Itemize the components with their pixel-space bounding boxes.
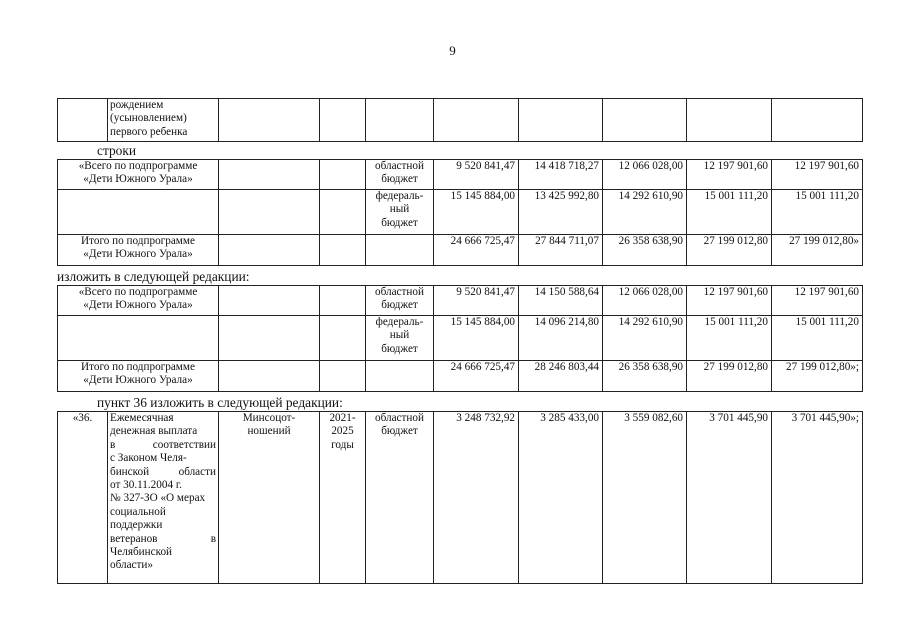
item-description-cell: Ежемесячная денежная выплата в соответствии с Законом Челя- бинской области от 30.11.2004 г. № 327-ЗО «О мерах социальной поддержки ветеранов в Челябинской области»	[108, 412, 219, 584]
fragment-line: первого ребенка	[110, 125, 188, 138]
value-cell: 27 844 711,07	[519, 235, 603, 266]
grand-total-label-cell: Итого по подпрограмме «Дети Южного Урала»	[58, 361, 219, 392]
value-cell: 14 292 610,90	[603, 190, 687, 235]
value-cell: 3 701 445,90	[687, 412, 772, 584]
value-cell: 3 285 433,00	[519, 412, 603, 584]
instruction-rows: строки	[97, 143, 137, 158]
item-number-cell: «36.	[58, 412, 108, 584]
value-cell: 3 559 082,60	[603, 412, 687, 584]
table-row	[58, 190, 863, 235]
value-cell: 15 145 884,00	[434, 190, 519, 235]
value-cell: 27 199 012,80	[687, 235, 772, 266]
table-row	[58, 286, 863, 316]
fragment-line: (усыновлением)	[110, 112, 187, 125]
table-row	[58, 235, 863, 266]
table-row	[58, 160, 863, 190]
value-cell: 3 701 445,90»;	[772, 412, 863, 584]
value-cell: 14 418 718,27	[519, 160, 603, 190]
page-number: 9	[449, 43, 456, 58]
fragment-description-cell	[108, 99, 219, 142]
fragment-line: рождением	[110, 99, 164, 111]
table-new-version	[57, 285, 863, 392]
item-executor-cell: Минсоцот- ношений	[219, 412, 320, 584]
item-source-cell: областной бюджет	[366, 412, 434, 584]
fragment-number-cell	[58, 99, 108, 142]
value-cell: 9 520 841,47	[434, 160, 519, 190]
value-cell: 12 197 901,60	[772, 286, 863, 316]
value-cell: 15 001 111,20	[687, 316, 772, 361]
value-cell: 15 145 884,00	[434, 316, 519, 361]
value-cell: 15 001 111,20	[772, 190, 863, 235]
value-cell: 14 150 588,64	[519, 286, 603, 316]
table-row	[58, 412, 863, 584]
value-cell: 27 199 012,80	[687, 361, 772, 392]
table-row	[58, 316, 863, 361]
value-cell: 26 358 638,90	[603, 235, 687, 266]
table-old-version	[57, 159, 863, 266]
value-cell: 12 197 901,60	[687, 286, 772, 316]
value-cell: 3 248 732,92	[434, 412, 519, 584]
value-cell: 27 199 012,80»	[772, 235, 863, 266]
source-cell: областной бюджет	[366, 286, 434, 316]
value-cell: 28 246 803,44	[519, 361, 603, 392]
value-cell: 12 066 028,00	[603, 160, 687, 190]
total-label-cell: «Всего по подпрограмме «Дети Южного Урала»	[58, 160, 219, 190]
value-cell: 14 292 610,90	[603, 316, 687, 361]
value-cell: 12 066 028,00	[603, 286, 687, 316]
fragment-table	[57, 98, 863, 142]
value-cell: 12 197 901,60	[772, 160, 863, 190]
value-cell: 12 197 901,60	[687, 160, 772, 190]
source-cell: федераль- ный бюджет	[366, 190, 434, 235]
value-cell: 14 096 214,80	[519, 316, 603, 361]
value-cell: 15 001 111,20	[687, 190, 772, 235]
value-cell: 9 520 841,47	[434, 286, 519, 316]
value-cell: 24 666 725,47	[434, 235, 519, 266]
grand-total-label-cell: Итого по подпрограмме «Дети Южного Урала»	[58, 235, 219, 266]
total-label-cell: «Всего по подпрограмме «Дети Южного Урала»	[58, 286, 219, 316]
value-cell: 15 001 111,20	[772, 316, 863, 361]
value-cell: 26 358 638,90	[603, 361, 687, 392]
item-period-cell: 2021- 2025 годы	[320, 412, 366, 584]
table-row	[58, 361, 863, 392]
value-cell: 24 666 725,47	[434, 361, 519, 392]
table-item-36	[57, 411, 863, 584]
value-cell: 13 425 992,80	[519, 190, 603, 235]
value-cell: 27 199 012,80»;	[772, 361, 863, 392]
instruction-item36: пункт 36 изложить в следующей редакции:	[97, 395, 343, 410]
source-cell: областной бюджет	[366, 160, 434, 190]
source-cell: федераль- ный бюджет	[366, 316, 434, 361]
instruction-replace: изложить в следующей редакции:	[57, 269, 250, 284]
